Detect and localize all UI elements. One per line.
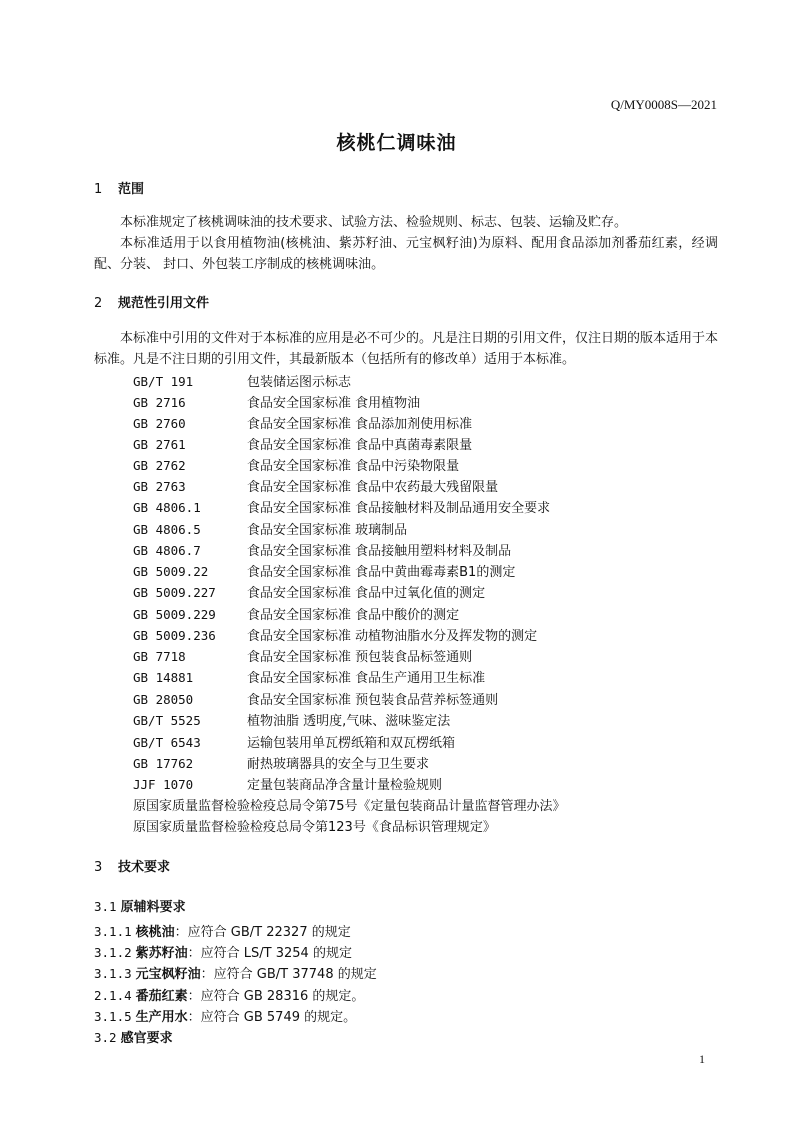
- reference-title: 食品安全国家标准 食品中过氧化值的测定: [247, 586, 486, 601]
- requirement-number: 3.1.3: [94, 966, 132, 981]
- reference-title: 定量包装商品净含量计量检验规则: [247, 778, 443, 793]
- reference-code: GB 5009.229: [133, 607, 216, 622]
- reference-code: JJF 1070: [133, 777, 194, 792]
- reference-item: [133, 604, 459, 625]
- section-1-heading: [94, 178, 144, 197]
- reference-title: 食品安全国家标准 食品中农药最大残留限量: [247, 480, 499, 495]
- reference-title: 食品安全国家标准 食品中真菌毒素限量: [247, 438, 473, 453]
- reference-title: 食品安全国家标准 预包装食品营养标签通则: [247, 693, 499, 708]
- requirement-name: 元宝枫籽油: [135, 967, 201, 982]
- section-title: 技术要求: [118, 860, 171, 875]
- reference-item: [133, 561, 515, 582]
- reference-item: [133, 774, 442, 795]
- requirement-text: ：应符合 GB/T 37748 的规定: [200, 967, 377, 982]
- requirement-number: 3.1.5: [94, 1009, 132, 1024]
- subsection-3-1-heading: [94, 896, 186, 918]
- reference-title: 食品安全国家标准 食品生产通用卫生标准: [247, 671, 486, 686]
- reference-item: [133, 455, 459, 476]
- reference-item: [133, 371, 351, 392]
- reference-title: 食品安全国家标准 食品添加剂使用标准: [247, 417, 473, 432]
- requirement-name: 生产用水: [135, 1010, 188, 1025]
- section-3-heading: [94, 856, 170, 875]
- subsection-number: 3.1: [94, 899, 117, 914]
- reference-code: GB 2763: [133, 479, 186, 494]
- reference-item: [133, 667, 485, 688]
- reference-title: 食品安全国家标准 食品中黄曲霉毒素B1的测定: [247, 565, 516, 580]
- reference-title: 食品安全国家标准 玻璃制品: [247, 523, 408, 538]
- reference-item: [133, 540, 511, 561]
- document-title: 核桃仁调味油: [336, 132, 457, 154]
- reference-code: GB 2716: [133, 395, 186, 410]
- reference-code: GB 5009.227: [133, 585, 216, 600]
- reference-code: GB 2761: [133, 437, 186, 452]
- reference-title: 运输包装用单瓦楞纸箱和双瓦楞纸箱: [247, 736, 456, 751]
- subsection-3-2-heading: [94, 1027, 173, 1049]
- reference-item: [133, 519, 407, 540]
- page-number: 1: [699, 1052, 705, 1066]
- reference-item: [133, 646, 472, 667]
- reference-code: GB 2760: [133, 416, 186, 431]
- references-intro: 本标准中引用的文件对于本标准的应用是必不可少的。凡是注日期的引用文件，仅注日期的版本适用于本标准。凡是不注日期的引用文件，其最新版本（包括所有的修改单）适用于本标准。: [94, 331, 719, 367]
- reference-title: 食品安全国家标准 食品中污染物限量: [247, 459, 460, 474]
- subsection-title: 原辅料要求: [120, 900, 186, 915]
- reference-item: [133, 753, 429, 774]
- reference-code: GB 4806.1: [133, 500, 201, 515]
- scope-paragraph-2: 本标准适用于以食用植物油(核桃油、紫苏籽油、元宝枫籽油)为原料、配用食品添加剂番茄红素，经调配、分装、 封口、外包装工序制成的核桃调味油。: [94, 236, 718, 272]
- reference-item: [133, 732, 455, 753]
- reference-code: GB 14881: [133, 670, 194, 685]
- section-title: 范围: [118, 182, 145, 197]
- subsection-title: 感官要求: [120, 1031, 173, 1046]
- reference-item: [133, 434, 472, 455]
- regulation-note: 原国家质量监督检验检疫总局令第75号《定量包装商品计量监督管理办法》: [133, 799, 566, 814]
- reference-item: [133, 689, 498, 710]
- section-title: 规范性引用文件: [118, 296, 210, 311]
- requirement-item: [94, 921, 351, 943]
- reference-code: GB/T 191: [133, 374, 194, 389]
- requirement-item: [94, 1006, 356, 1028]
- reference-code: GB 17762: [133, 756, 194, 771]
- requirement-item: [94, 942, 352, 964]
- requirement-item: [94, 985, 364, 1007]
- requirement-text: ：应符合 GB 28316 的规定。: [187, 989, 365, 1004]
- requirement-text: ：应符合 GB 5749 的规定。: [187, 1010, 357, 1025]
- requirement-name: 番茄红素: [135, 989, 188, 1004]
- reference-title: 包装储运图示标志: [247, 375, 352, 390]
- requirement-number: 3.1.2: [94, 945, 132, 960]
- requirement-text: ：应符合 GB/T 22327 的规定: [174, 925, 351, 940]
- reference-title: 食品安全国家标准 预包装食品标签通则: [247, 650, 473, 665]
- requirement-number: 2.1.4: [94, 988, 132, 1003]
- section-2-heading: [94, 292, 209, 311]
- section-number: 2: [94, 296, 103, 311]
- reference-code: GB 4806.5: [133, 522, 201, 537]
- reference-item: [133, 625, 537, 646]
- reference-item: [133, 710, 450, 731]
- reference-title: 食品安全国家标准 动植物油脂水分及挥发物的测定: [247, 629, 538, 644]
- scope-paragraph-1: 本标准规定了核桃调味油的技术要求、试验方法、检验规则、标志、包装、运输及贮存。: [120, 215, 628, 230]
- reference-title: 食品安全国家标准 食品中酸价的测定: [247, 608, 460, 623]
- reference-code: GB/T 6543: [133, 735, 201, 750]
- regulation-note: 原国家质量监督检验检疫总局令第123号《食品标识管理规定》: [133, 820, 496, 835]
- reference-code: GB 2762: [133, 458, 186, 473]
- reference-item: [133, 413, 472, 434]
- reference-code: GB 5009.22: [133, 564, 209, 579]
- reference-code: GB 4806.7: [133, 543, 201, 558]
- requirement-name: 核桃油: [135, 925, 175, 940]
- requirement-text: ：应符合 LS/T 3254 的规定: [187, 946, 352, 961]
- requirement-name: 紫苏籽油: [135, 946, 188, 961]
- reference-code: GB/T 5525: [133, 713, 201, 728]
- section-number: 1: [94, 182, 103, 197]
- subsection-number: 3.2: [94, 1030, 117, 1045]
- reference-title: 食品安全国家标准 食品接触用塑料材料及制品: [247, 544, 512, 559]
- document-code: Q/MY0008S—2021: [610, 97, 717, 112]
- requirement-number: 3.1.1: [94, 924, 132, 939]
- reference-code: GB 28050: [133, 692, 194, 707]
- reference-title: 耐热玻璃器具的安全与卫生要求: [247, 757, 430, 772]
- reference-item: [133, 392, 420, 413]
- reference-title: 食品安全国家标准 食用植物油: [247, 396, 421, 411]
- section-number: 3: [94, 860, 103, 875]
- requirement-item: [94, 963, 377, 985]
- reference-code: GB 7718: [133, 649, 186, 664]
- reference-title: 植物油脂 透明度,气味、滋味鉴定法: [247, 714, 451, 729]
- reference-item: [133, 497, 550, 518]
- reference-code: GB 5009.236: [133, 628, 216, 643]
- reference-item: [133, 476, 498, 497]
- reference-title: 食品安全国家标准 食品接触材料及制品通用安全要求: [247, 501, 551, 516]
- reference-item: [133, 582, 485, 603]
